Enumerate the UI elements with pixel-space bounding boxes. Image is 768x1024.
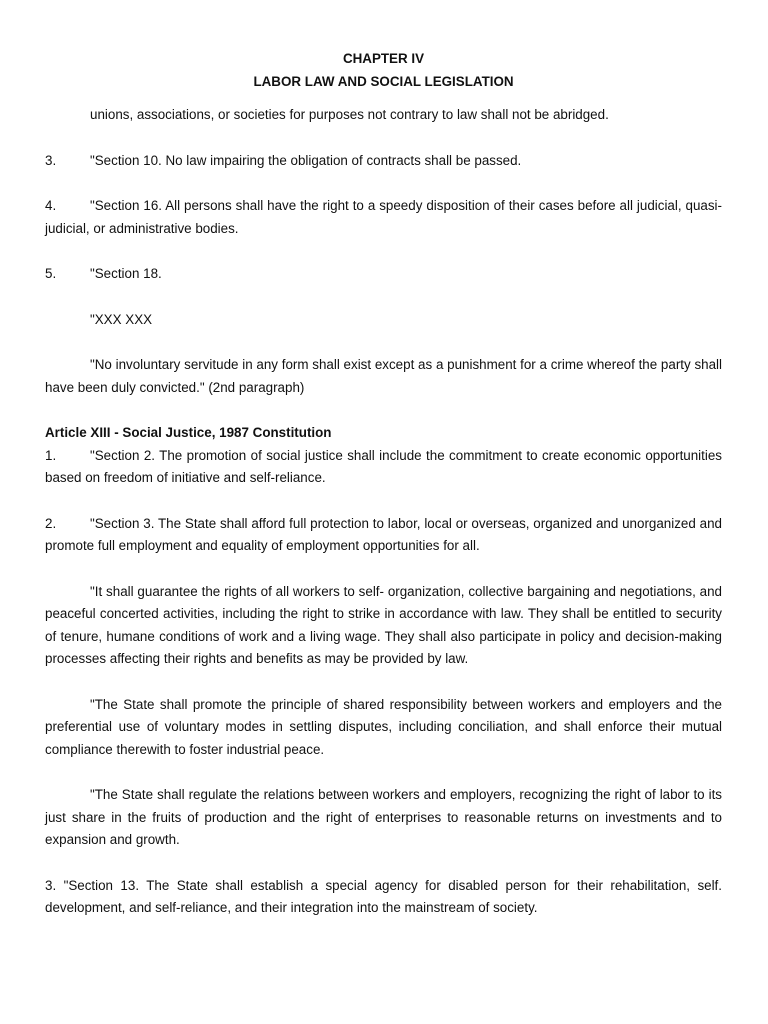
servitude-paragraph: "No involuntary servitude in any form shall exist except as a punishment for a crime whereof the party shall have been duly convicted." (2nd paragraph) <box>45 357 722 395</box>
list-text: "Section 18. <box>90 266 162 281</box>
guarantee-paragraph: "It shall guarantee the rights of all workers to self- organization, collective bargaining and negotiations, and peaceful concerted activities, including the right to strike in accordance with law. They shall be entitled to security of tenure, humane conditions of work and a living wage. They shall also participate in policy and decision-making processes affecting their rights and benefits as may be provided by law. <box>45 583 722 666</box>
article-item-1 <box>45 445 722 490</box>
article-title: Article XIII - Social Justice, 1987 Constitution <box>45 425 332 440</box>
list-number: 4. <box>45 198 57 213</box>
list-item-4 <box>45 195 722 240</box>
list-text: "Section 10. No law impairing the obligation of contracts shall be passed. <box>90 152 522 168</box>
shared-responsibility-paragraph: "The State shall promote the principle of shared responsibility between workers and employers and the preferential use of voluntary modes in settling disputes, including conciliation, and shall enforce their mutual compliance therewith to foster industrial peace. <box>45 696 722 757</box>
list-item-5 <box>45 263 722 286</box>
list-number: 1. <box>45 447 57 463</box>
list-text: "Section 2. The promotion of social justice shall include the commitment to create economic opportunities based on freedom of initiative and self-reliance. <box>45 447 722 485</box>
article-item-3: 3. "Section 13. The State shall establish a special agency for disabled person for their rehabilitation, self. development, and self-reliance, and their integration into the mainstream of society. <box>45 877 722 915</box>
chapter-subtitle: LABOR LAW AND SOCIAL LEGISLATION <box>253 73 514 89</box>
regulate-paragraph: "The State shall regulate the relations between workers and employers, recognizing the right of labor to its just share in the fruits of production and the right of enterprises to reasonable returns on investments and to expansion and growth. <box>45 787 722 847</box>
list-number: 5. <box>45 266 57 281</box>
document-page <box>45 48 722 920</box>
list-number: 2. <box>45 515 57 531</box>
list-number: 3. <box>45 152 57 168</box>
article-item-2 <box>45 513 722 558</box>
chapter-heading: CHAPTER IV <box>342 51 425 66</box>
continuation-paragraph: unions, associations, or societies for purposes not contrary to law shall not be abridged. <box>90 107 609 122</box>
list-text: "Section 3. The State shall afford full protection to labor, local or overseas, organized and unorganized and promote full employment and equality of employment opportunities for all. <box>45 515 722 553</box>
list-text: "Section 16. All persons shall have the right to a speedy disposition of their cases before all judicial, quasi- judicial, or administrative bodies. <box>45 198 722 236</box>
xxx-paragraph: "XXX XXX <box>90 311 153 327</box>
list-item-3 <box>45 150 722 173</box>
